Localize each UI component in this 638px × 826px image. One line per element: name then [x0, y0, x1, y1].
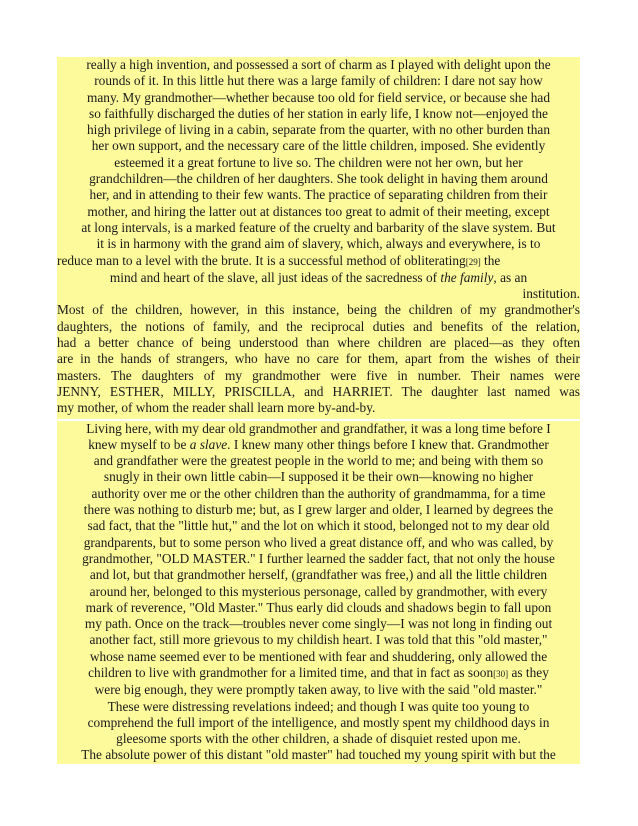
text-line: JENNY, ESTHER, MILLY, PRISCILLA, and HARRIET. The daughter last named was — [57, 383, 580, 399]
text-line: and lot, but that grandmother herself, (grandfather was free,) and all the little children — [89, 567, 548, 583]
text-fragment: knew myself to be — [88, 436, 190, 452]
text-line: her own support, and the necessary care of the little children, imposed. She evidently — [91, 138, 546, 154]
text-line: The absolute power of this distant "old master" had touched my young spirit with but the — [81, 747, 556, 763]
text-line — [57, 437, 580, 453]
text-fragment: children to live with grandmother for a limited time, and that in fact as soon — [88, 664, 494, 680]
text-line: snugly in their own little cabin—I supposed it be their own—knowing no higher — [103, 469, 534, 485]
text-line: were big enough, they were promptly taken away, to live with the said "old master." — [94, 682, 543, 698]
text-line: are in the hands of strangers, who have no care for them, apart from the wishes of their — [57, 351, 580, 367]
text-line: her, and in attending to their few wants. The practice of separating children from their — [89, 187, 548, 203]
text-line: at long intervals, is a marked feature of the cruelty and barbarity of the slave system. But — [81, 219, 556, 235]
text-line: grandparents, but to some person who lived a great distance off, and who was called, by — [83, 534, 554, 550]
text-line: reduce man to a level with the brute. It is a successful method of obliterating[29] the — [57, 252, 501, 268]
text-line: authority over me or the other children than the authority of grandmamma, for a time — [91, 485, 546, 501]
text-fragment: , as an — [493, 269, 528, 285]
text-line: grandmother, "OLD MASTER." I further learned the sadder fact, that not only the house — [82, 550, 555, 566]
text-line: around her, belonged to this mysterious personage, called by grandmother, with every — [89, 583, 548, 599]
text-fragment: mind and heart of the slave, all just ideas of the sacredness of — [109, 269, 441, 285]
emphasis-text: the family — [440, 269, 494, 285]
text-line: whose name seemed ever to be mentioned with fear and shuddering, only allowed the — [89, 648, 548, 664]
page-number-marker[interactable]: [29] — [465, 256, 481, 267]
text-line: there was nothing to disturb me; but, as I grew larger and older, I learned by degrees the — [83, 502, 554, 518]
text-line: These were distressing revelations indeed; and though I was quite too young to — [107, 698, 530, 714]
text-fragment: reduce man to a level with the brute. It is a successful method of obliterating — [57, 252, 466, 268]
text-line: my mother, of whom the reader shall learn more by-and-by. — [57, 400, 376, 416]
text-line: institution. — [522, 286, 580, 302]
text-line: high privilege of living in a cabin, separate from the quarter, with no other burden than — [86, 122, 551, 138]
text-line: another fact, still more grievous to my childish heart. I was told that this "old master," — [89, 632, 548, 648]
emphasis-text: a slave — [189, 436, 228, 452]
text-line: grandchildren—the children of her daughters. She took delight in having them around — [89, 171, 548, 187]
text-line: daughters, the notions of family, and the reciprocal duties and benefits of the relation, — [57, 318, 580, 334]
text-line: sad fact, that the "little hut," and the lot on which it stood, belonged not to my dear old — [87, 518, 550, 534]
text-line: masters. The daughters of my grandmother were five in number. Their names were — [57, 367, 580, 383]
text-line: my path. Once on the track—troubles never come singly—I was not long in finding out — [84, 616, 553, 632]
text-line — [57, 270, 580, 286]
text-line: and grandfather were the greatest people in the world to me; and being with them so — [93, 453, 544, 469]
page-number-marker[interactable]: [30] — [493, 668, 509, 679]
page — [57, 57, 580, 764]
text-line: many. My grandmother—whether because too old for field service, or because she had — [86, 89, 551, 105]
text-fragment: as they — [508, 664, 549, 680]
paragraph-3 — [57, 421, 580, 764]
text-line: had a better chance of being understood than where children are placed—as they often — [57, 335, 580, 351]
text-line: Living here, with my dear old grandmother and grandfather, it was a long time before I — [86, 420, 551, 436]
text-fragment: . I knew many other things before I knew that. Grandmother — [227, 436, 549, 452]
paragraph-2 — [57, 302, 580, 418]
text-line: really a high invention, and possessed a sort of charm as I played with delight upon the — [86, 57, 551, 72]
text-line — [57, 665, 580, 682]
text-line: mother, and hiring the latter out at distances too great to admit of their meeting, except — [87, 203, 550, 219]
text-line: Most of the children, however, in this instance, being the children of my grandmother's — [57, 302, 580, 318]
paragraph-1 — [57, 57, 580, 302]
text-line: mark of reverence, "Old Master." Thus early did clouds and shadows begin to fall upon — [85, 599, 552, 615]
text-line: rounds of it. In this little hut there was a large family of children: I dare not say how — [94, 73, 543, 89]
text-line: so faithfully discharged the duties of her station in early life, I know not—enjoyed the — [89, 105, 548, 121]
text-line: it is in harmony with the grand aim of slavery, which, always and everywhere, is to — [96, 236, 541, 252]
text-line: comprehend the full import of the intelligence, and mostly spent my childhood days in — [87, 714, 550, 730]
text-line: gleesome sports with the other children, a shade of disquiet rested upon me. — [116, 731, 521, 747]
text-line: esteemed it a great fortune to live so. The children were not her own, but her — [114, 154, 523, 170]
